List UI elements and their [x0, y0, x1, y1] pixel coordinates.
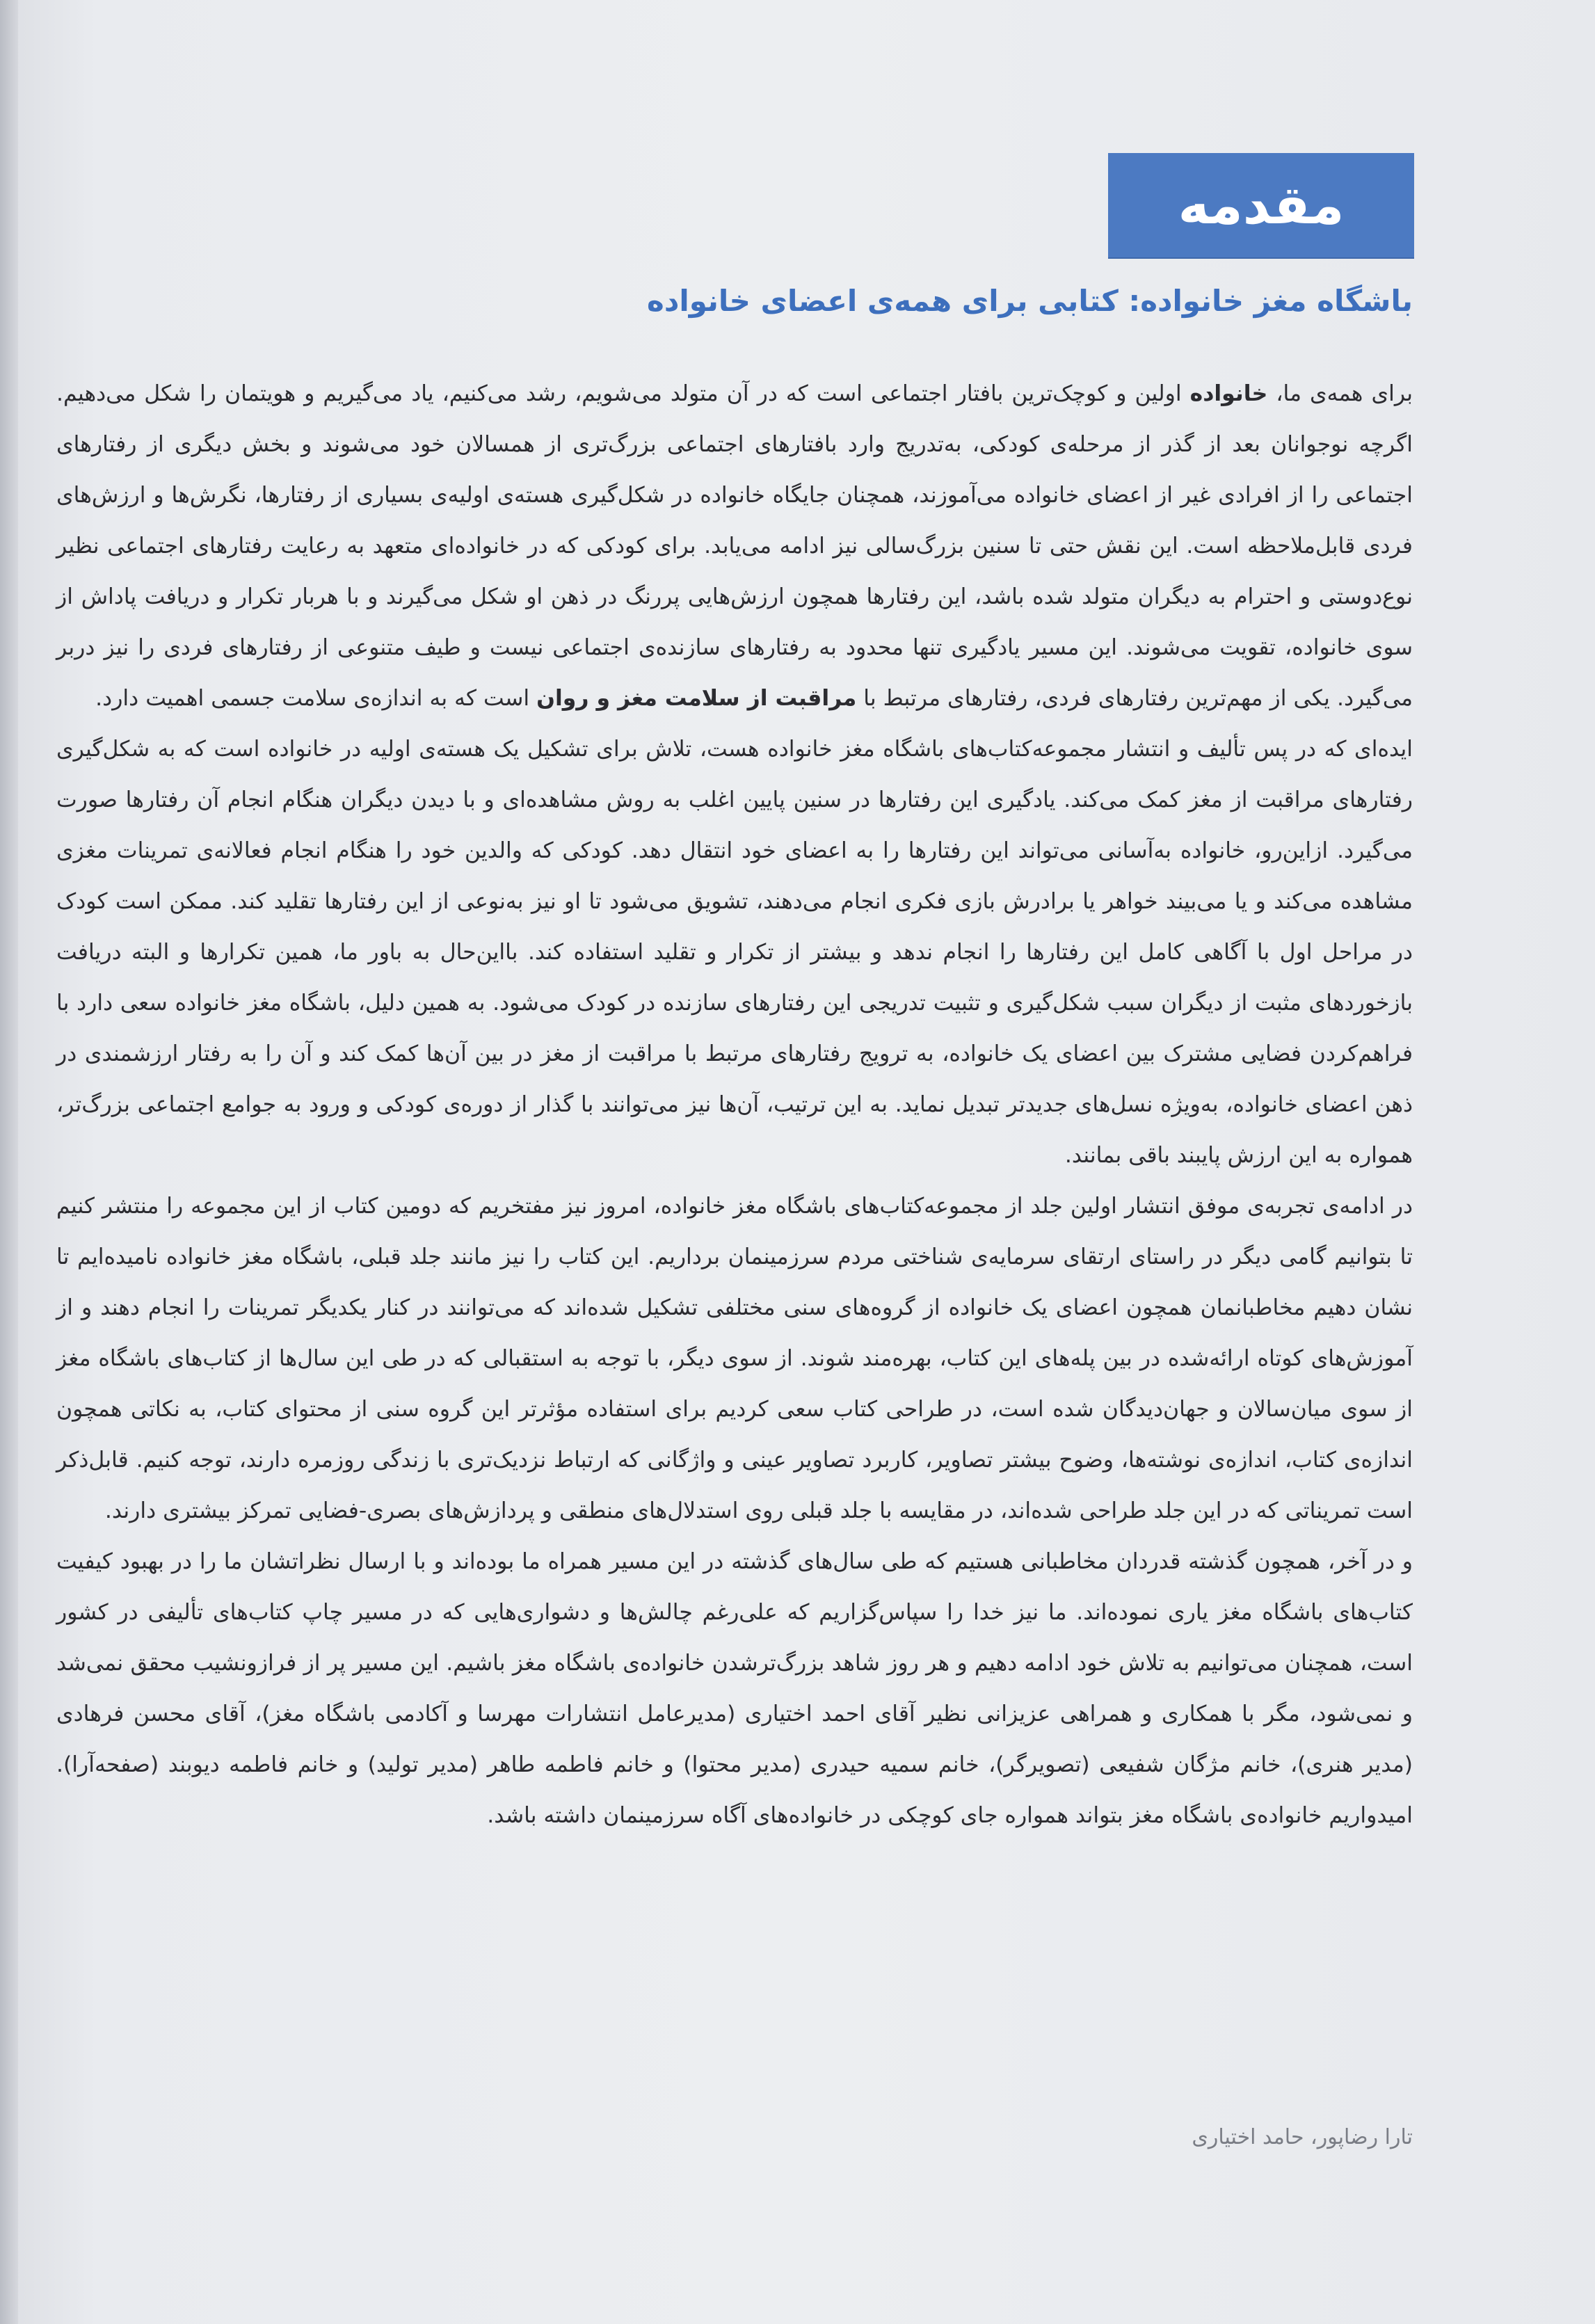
paragraph-3: در ادامه‌ی تجربه‌ی موفق انتشار اولین جلد از مجموعه‌کتاب‌های باشگاه مغز خانواده، امروز نیز مفتخریم که دومین کتاب از این مجموعه را منتشر کنیم تا بتوانیم گامی دیگر در راستای ارتقای سرمایه‌ی شناختی مردم سرزمینمان برداریم. این کتاب را نیز مانند جلد قبلی، باشگاه مغز خانواده نامیده‌ایم تا نشان دهیم مخاطبانمان همچون اعضای یک خانواده از گروه‌های سنی مختلفی تشکیل شده‌اند که می‌توانند در کنار یکدیگر تمرینات را انجام دهند و از آموزش‌های کوتاه ارائه‌شده در بین پله‌های این کتاب، بهره‌مند شوند. از سوی دیگر، با توجه به استقبالی که در طی این سال‌ها از کتاب‌های باشگاه مغز از سوی میان‌سالان و جهان‌دیدگان شده است، در طراحی کتاب سعی کردیم برای استفاده مؤثرتر این گروه سنی از محتوای کتاب، به نکاتی همچون اندازه‌ی کتاب، اندازه‌ی نوشته‌ها، وضوح بیشتر تصاویر، کاربرد تصاویر عینی و واژگانی که ارتباط نزدیک‌تری با زندگی روزمره دارند، توجه کنیم. قابل‌ذکر است تمریناتی که در این جلد طراحی شده‌اند، در مقایسه با جلد قبلی روی استدلال‌های منطقی و پردازش‌های بصری-فضایی تمرکز بیشتری دارند.: [56, 1194, 1413, 1523]
author-signature: تارا رضاپور، حامد اختیاری: [1192, 2125, 1413, 2149]
paragraph-4: و در آخر، همچون گذشته قدردان مخاطبانی هستیم که طی سال‌های گذشته در این مسیر همراه ما بوده‌اند و با ارسال نظراتشان ما را در بهبود کیفیت کتاب‌های باشگاه مغز یاری نموده‌اند. ما نیز خدا را سپاس‌گزاریم که علی‌رغم چالش‌ها و دشواری‌هایی که در مسیر چاپ کتاب‌های تألیفی در کشور است، همچنان می‌توانیم به تلاش خود ادامه دهیم و هر روز شاهد بزرگ‌ترشدن خانواده‌ی باشگاه مغز باشیم. این مسیر پر از فرازونشیب محقق نمی‌شد و نمی‌شود، مگر با همکاری و همراهی عزیزانی نظیر آقای احمد اختیاری (مدیرعامل انتشارات مهرسا و آکادمی باشگاه مغز)، آقای محسن فرهادی (مدیر هنری)، خانم مژگان شفیعی (تصویرگر)، خانم سمیه حیدری (مدیر محتوا) و خانم فاطمه طاهر (مدیر تولید) و خانم فاطمه دیوبند (صفحه‌آرا). امیدواریم خانواده‌ی باشگاه مغز بتواند همواره جای کوچکی در خانواده‌های آگاه سرزمینمان داشته باشد.: [56, 1549, 1413, 1828]
paragraph-1-part-c: اولین و کوچک‌ترین بافتار اجتماعی است که در آن متولد می‌شویم، رشد می‌کنیم، یاد می‌گیریم و هویتمان را شکل می‌دهیم. اگرچه نوجوانان بعد از گذر از مرحله‌ی کودکی، به‌تدریج وارد بافتارهای اجتماعی بزرگ‌تری از همسالان خود می‌شوند و بخش دیگری از رفتارهای اجتماعی را از افرادی غیر از اعضای خانواده می‌آموزند، همچنان جایگاه خانواده در شکل‌گیری هسته‌ی اولیه‌ی بسیاری از رفتارها، نگرش‌ها و ارزش‌های فردی قابل‌ملاحظه است. این نقش حتی تا سنین بزرگ‌سالی نیز ادامه می‌یابد. برای کودکی که در خانواده‌ای متعهد به رعایت رفتارهای اجتماعی نظیر نوع‌دوستی و احترام به دیگران متولد شده باشد، این رفتارها همچون ارزش‌هایی پررنگ در ذهن او شکل می‌گیرند و با هربار تکرار و دریافت پاداش از سوی خانواده، تقویت می‌شوند. این مسیر یادگیری تنها محدود به رفتارهای سازنده‌ی اجتماعی نیست و طیف متنوعی از رفتارهای فردی را نیز دربر می‌گیرد. یکی از مهم‌ترین رفتارهای فردی، رفتارهای مرتبط با: [56, 381, 1413, 711]
page-binding-edge: [0, 0, 18, 2324]
paragraph-1-part-a: برای همه‌ی ما،: [1267, 381, 1413, 406]
section-title: مقدمه: [1178, 174, 1345, 236]
section-title-box: [1108, 153, 1414, 257]
paragraph-1-emphasis-family: خانواده: [1189, 381, 1268, 406]
section-subtitle: باشگاه مغز خانواده: کتابی برای همه‌ی اعضای خانواده: [647, 284, 1413, 318]
paragraph-1-emphasis-brain-care: مراقبت از سلامت مغز و روان: [536, 686, 857, 711]
paragraph-1-part-e: است که به اندازه‌ی سلامت جسمی اهمیت دارد.: [95, 686, 537, 711]
body-text: [56, 369, 1413, 1841]
paragraph-2: ایده‌ای که در پس تألیف و انتشار مجموعه‌کتاب‌های باشگاه مغز خانواده هست، تلاش برای تشکیل یک هسته‌ی اولیه در خانواده است که به شکل‌گیری رفتارهای مراقبت از مغز کمک می‌کند. یادگیری این رفتارها در سنین پایین اغلب به روش مشاهده‌ای و با دیدن دیگران هنگام انجام آن رفتارها صورت می‌گیرد. ازاین‌رو، خانواده به‌آسانی می‌تواند این رفتارها را به اعضای خود انتقال دهد. کودکی که والدین خود را هنگام انجام فعالانه‌ی تمرینات مغزی مشاهده می‌کند و یا می‌بیند خواهر یا برادرش بازی فکری انجام می‌دهند، تشویق می‌شود تا او نیز به‌نوعی از این رفتارها تقلید کند. ممکن است کودک در مراحل اول با آگاهی کامل این رفتارها را انجام ندهد و بیشتر از تکرار و تقلید استفاده کند. بااین‌حال به باور ما، همین تکرارها و البته دریافت بازخوردهای مثبت از دیگران سبب شکل‌گیری و تثبیت تدریجی این رفتارهای سازنده در کودک می‌شود. به همین دلیل، باشگاه مغز خانواده سعی دارد با فراهم‌کردن فضایی مشترک بین اعضای یک خانواده، به ترویج رفتارهای مرتبط با مراقبت از مغز در بین آن‌ها کمک کند و آن را به رفتار ارزشمندی در ذهن اعضای خانواده، به‌ویژه نسل‌های جدیدتر تبدیل نماید. به این ترتیب، آن‌ها نیز می‌توانند با گذار از دوره‌ی کودکی و ورود به جوامع اجتماعی بزرگ‌تر، همواره به این ارزش پایبند باقی بمانند.: [56, 737, 1413, 1168]
paragraph-1: [56, 369, 1413, 724]
